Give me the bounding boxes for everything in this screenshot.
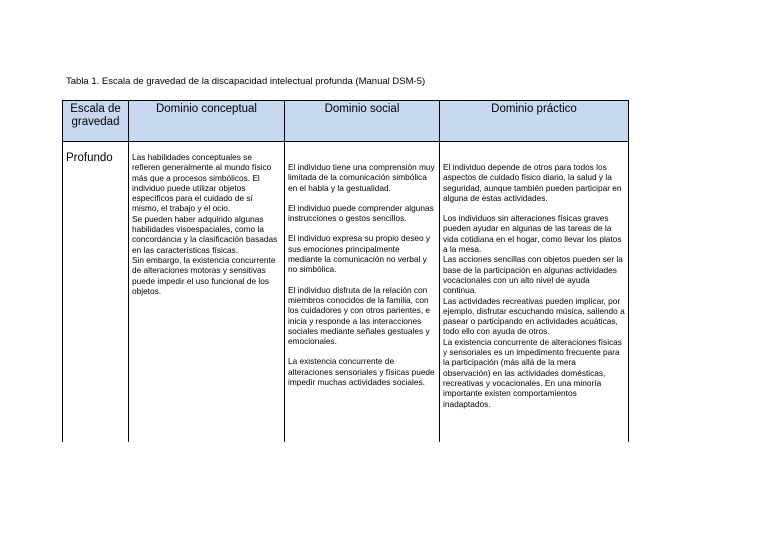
header-scale: Escala de gravedad [63,101,129,142]
spacer-row [63,142,629,153]
practical-p3: Las acciones sencillas con objetos pueden ser la base de la participación en algunas actividades vocacionales con un alto nivel de ayuda continua. [443,254,623,296]
practical-p5: La existencia concurrente de alteraciones físicas y sensoriales es un impedimento frecuente para la participación (más allá de la mera observación) en las actividades domésticas, recreativas y vocacionales. En una minoría importante existen comportamientos inadaptados. [443,336,622,409]
social-p5: La existencia concurrente de alteraciones sensoriales y físicas puede impedir muchas actividades sociales. [288,356,435,388]
conceptual-cell [129,152,285,442]
practical-cell [440,152,629,442]
social-cell [285,152,440,442]
social-p3: El individuo expresa su propio deseo y sus emociones principalmente mediante la comunicación no verbal y no simbólica. [288,233,431,275]
conceptual-p1: Las habilidades conceptuales se refieren generalmente al mundo físico más que a procesos simbólicos. El individuo puede utilizar objetos específicos para el cuidado de sí mismo, el trabajo y el ocio. [132,152,272,214]
grade-cell: Profundo [63,152,129,442]
social-p1: El individuo tiene una comprensión muy limitada de la comunicación simbólica en el habla y la gestualidad. [288,162,435,193]
practical-p1: El individuo depende de otros para todos los aspectos de cuidado físico diario, la salud y la seguridad, aunque también pueden participar en alguna de estas actividades. [443,162,622,203]
social-p2: El individuo puede comprender algunas instrucciones o gestos sencillos. [288,202,434,224]
table-caption: Tabla 1. Escala de gravedad de la discapacidad intelectual profunda (Manual DSM-5) [66,76,426,87]
social-p4: El individuo disfruta de la relación con miembros conocidos de la familia, con los cuidadores y con otros parientes, e inicia y responde a las interacciones sociales mediante señales gestuales y emocionales. [288,284,431,347]
table-header-row [63,101,629,142]
header-practical: Dominio práctico [440,101,629,142]
header-social: Dominio social [285,101,440,142]
header-conceptual: Dominio conceptual [129,101,285,142]
severity-table [62,100,629,442]
practical-p4: Las actividades recreativas pueden implicar, por ejemplo, disfrutar escuchando música, saliendo a pasear o participando en actividades acuáticas, todo ello con ayuda de otros. [443,295,625,337]
conceptual-p2: Se pueden haber adquirido algunas habilidades visoespaciales, como la concordancia y la clasificación basadas en las características físicas. [132,213,278,255]
conceptual-p3: Sin embargo, la existencia concurrente de alteraciones motoras y sensitivas puede impedir el uso funcional de los objetos. [132,254,276,296]
practical-p2: Los individuos sin alteraciones físicas graves pueden ayudar en algunas de las tareas de la vida cotidiana en el hogar, como llevar los platos a la mesa. [443,213,622,255]
table-row [63,152,629,442]
